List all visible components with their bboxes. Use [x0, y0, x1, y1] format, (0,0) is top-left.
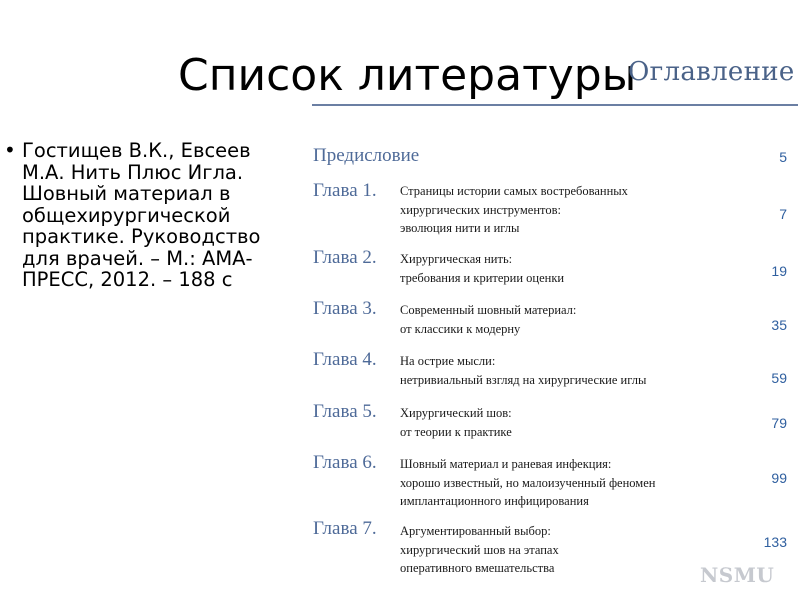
bibliography-text: Гостищев В.К., Евсеев М.А. Нить Плюс Игла. Шовный материал в общехирургической практике. Руководство для врачей. – М.: АМА-ПРЕСС, 2012. – 188 с — [22, 139, 261, 291]
toc-chapter-page: 79 — [771, 415, 787, 431]
toc-heading: Оглавление — [628, 57, 795, 87]
toc-chapter-page: 19 — [771, 263, 787, 279]
toc-divider — [312, 104, 798, 106]
toc-chapter-description — [400, 182, 720, 238]
toc-chapter-description — [400, 522, 720, 578]
toc-chapter-line: Хирургическая нить: — [400, 252, 513, 266]
toc-chapter-description — [400, 301, 720, 338]
toc-chapter-line: хирургических инструментов: — [400, 202, 561, 217]
toc-chapter-label: Глава 2. — [313, 247, 377, 268]
toc-chapter-line: оперативного вмешательства — [400, 561, 555, 575]
toc-chapter-line: Аргументированный выбор: — [400, 524, 551, 538]
nsmu-watermark: NSMU — [700, 563, 775, 587]
toc-chapter-line: Шовный материал и раневая инфекция: — [400, 457, 612, 471]
toc-chapter-line: Страницы истории самых востребованных — [400, 184, 628, 198]
toc-chapter-line: имплантационного инфицирования — [400, 494, 589, 508]
toc-chapter-page: 7 — [779, 206, 787, 222]
toc-chapter-description — [400, 250, 720, 287]
toc-chapter-line: Современный шовный материал: — [400, 303, 577, 317]
toc-chapter-label: Глава 5. — [313, 401, 377, 422]
toc-preface-label: Предисловие — [313, 145, 420, 166]
toc-chapter-line: Хирургический шов: — [400, 406, 512, 420]
toc-chapter-description — [400, 404, 720, 441]
toc-chapter-page: 99 — [771, 470, 787, 486]
bullet: • — [4, 138, 16, 162]
toc-chapter-label: Глава 4. — [313, 349, 377, 370]
toc-preface-page: 5 — [779, 149, 787, 165]
toc-chapter-label: Глава 6. — [313, 452, 377, 473]
toc-chapter-line: эволюция нити и иглы — [400, 221, 520, 235]
toc-chapter-line: требования и критерии оценки — [400, 270, 565, 285]
toc-chapter-page: 133 — [763, 534, 787, 550]
toc-chapter-description — [400, 352, 720, 389]
toc-chapter-line: нетривиальный взгляд на хирургические иглы — [400, 372, 647, 387]
toc-chapter-line: от классики к модерну — [400, 321, 521, 336]
toc-chapter-label: Глава 7. — [313, 518, 377, 539]
toc-chapter-page: 59 — [771, 370, 787, 386]
toc-chapter-line: хорошо известный, но малоизученный феномен — [400, 475, 656, 490]
slide-title: Список литературы — [178, 50, 637, 101]
toc-chapter-line: от теории к практике — [400, 424, 512, 439]
toc-chapter-label: Глава 3. — [313, 298, 377, 319]
toc-chapter-label: Глава 1. — [313, 180, 377, 201]
toc-chapter-description — [400, 455, 720, 511]
toc-chapter-page: 35 — [771, 317, 787, 333]
toc-chapter-line: хирургический шов на этапах — [400, 542, 559, 557]
toc-chapter-line: На острие мысли: — [400, 354, 496, 368]
